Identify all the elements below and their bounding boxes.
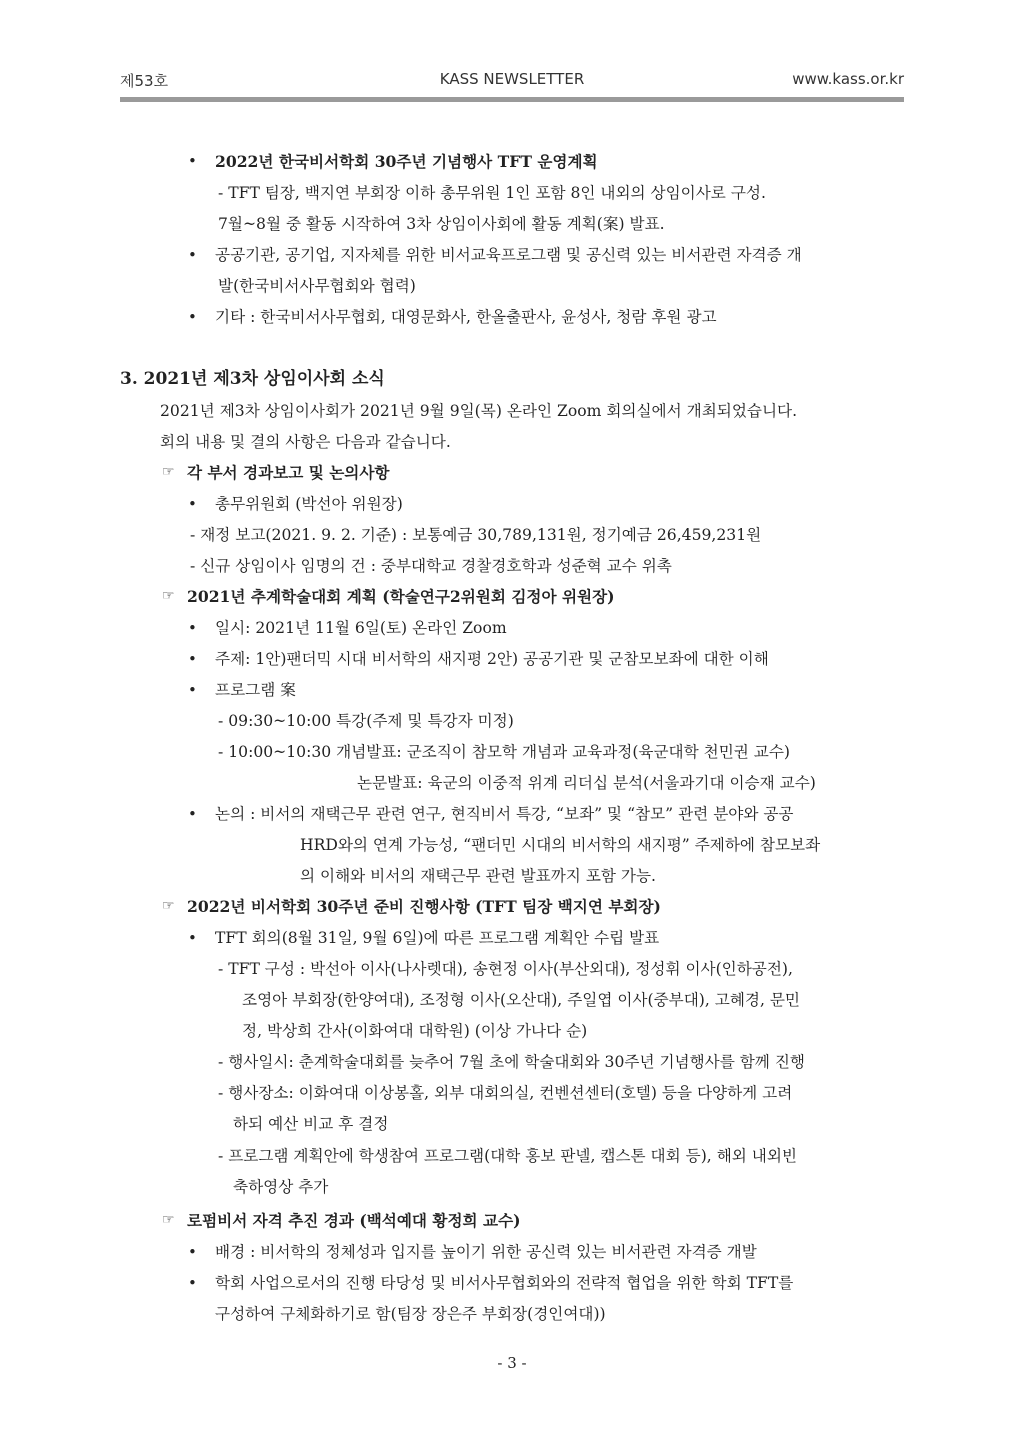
pointing-hand-icon: ☞ xyxy=(162,1212,175,1228)
tft-plan-title: 2022년 한국비서학회 30주년 기념행사 TFT 운영계획 xyxy=(215,152,598,171)
discussion-line-1: 논의 : 비서의 재택근무 관련 연구, 현직비서 특강, “보좌” 및 “참모” 관련 분야와 공공 xyxy=(215,805,794,823)
program-concept-presentation: - 10:00~10:30 개념발표: 군조직이 참모학 개념과 교육과정(육군대학 천민권 교수) xyxy=(218,743,791,761)
intro-line-2: 회의 내용 및 결의 사항은 다음과 같습니다. xyxy=(160,433,451,451)
tft-members-line-1: - TFT 구성 : 박선아 이사(나사렛대), 송현정 이사(부산외대), 정성휘 이사(인하공전), xyxy=(218,960,793,978)
program-special-lecture: - 09:30~10:00 특강(주제 및 특강자 미정) xyxy=(218,712,514,730)
tft-plan-detail-1: - TFT 팀장, 백지연 부회장 이하 총무위원 1인 포함 8인 내외의 상임이사로 구성. xyxy=(218,184,766,202)
bullet-marker: • xyxy=(188,681,197,699)
newsletter-title: KASS NEWSLETTER xyxy=(439,70,585,88)
page-header xyxy=(120,70,904,96)
event-date-item: - 행사일시: 춘계학술대회를 늦추어 7월 초에 학술대회와 30주년 기념행사를 함께 진행 xyxy=(218,1053,805,1071)
30th-anniversary-heading: 2022년 비서학회 30주년 준비 진행사항 (TFT 팀장 백지연 부회장) xyxy=(187,897,661,916)
tft-members-line-2: 조영아 부회장(한양여대), 조정형 이사(오산대), 주일엽 이사(중부대), 고혜경, 문민 xyxy=(242,991,800,1009)
pointing-hand-icon: ☞ xyxy=(162,898,175,914)
program-paper-presentation: 논문발표: 육군의 이중적 위계 리더십 분석(서울과기대 이승재 교수) xyxy=(357,774,816,792)
cert-tft-line-2: 구성하여 구체화하기로 함(팀장 장은주 부회장(경인여대)) xyxy=(215,1305,606,1323)
conference-theme: 주제: 1안)팬더믹 시대 비서학의 새지평 2안) 공공기관 및 군참모보좌에 대한 이해 xyxy=(215,650,769,668)
issue-number: 제53호 xyxy=(120,72,169,90)
bullet-marker: • xyxy=(188,495,197,513)
dept-report-heading: 각 부서 경과보고 및 논의사항 xyxy=(187,463,390,482)
bullet-marker: • xyxy=(188,152,197,170)
event-venue-line-1: - 행사장소: 이화여대 이상봉홀, 외부 대회의실, 컨벤션센터(호텔) 등을 다양하게 고려 xyxy=(218,1084,793,1102)
sponsors-line: 기타 : 한국비서사무협회, 대영문화사, 한올출판사, 윤성사, 청람 후원 광고 xyxy=(215,308,717,326)
program-addition-line-1: - 프로그램 계획안에 학생참여 프로그램(대학 홍보 판넬, 캡스톤 대회 등), 해외 내외빈 xyxy=(218,1147,797,1165)
bullet-marker: • xyxy=(188,805,197,823)
program-addition-line-2: 축하영상 추가 xyxy=(233,1178,329,1196)
new-director-appointment: - 신규 상임이사 임명의 건 : 중부대학교 경찰경호학과 성준혁 교수 위촉 xyxy=(190,557,672,575)
bullet-marker: • xyxy=(188,1243,197,1261)
pointing-hand-icon: ☞ xyxy=(162,588,175,604)
cert-background: 배경 : 비서학의 정체성과 입지를 높이기 위한 공신력 있는 비서관련 자격증 개발 xyxy=(215,1243,757,1261)
website-url: www.kass.or.kr xyxy=(792,70,904,88)
bullet-marker: • xyxy=(188,246,197,264)
cert-tft-line-1: 학회 사업으로서의 진행 타당성 및 비서사무협회와의 전략적 협업을 위한 학회 TFT를 xyxy=(215,1274,794,1292)
event-venue-line-2: 하되 예산 비교 후 결정 xyxy=(233,1115,389,1133)
header-rule xyxy=(120,97,904,102)
tft-plan-detail-2: 7월~8월 중 활동 시작하여 3차 상임이사회에 활동 계획(案) 발표. xyxy=(218,215,665,233)
bullet-marker: • xyxy=(188,929,197,947)
tft-meeting-item: TFT 회의(8월 31일, 9월 6일)에 따른 프로그램 계획안 수립 발표 xyxy=(215,929,660,947)
finance-report: - 재정 보고(2021. 9. 2. 기준) : 보통예금 30,789,131원, 정기예금 26,459,231원 xyxy=(190,526,762,544)
general-affairs-item: 총무위원회 (박선아 위원장) xyxy=(215,495,403,513)
law-firm-cert-heading: 로펌비서 자격 추진 경과 (백석예대 황정희 교수) xyxy=(187,1211,521,1230)
fall-conference-heading: 2021년 추계학술대회 계획 (학술연구2위원회 김정아 위원장) xyxy=(187,587,615,606)
pointing-hand-icon: ☞ xyxy=(162,464,175,480)
tft-members-line-3: 정, 박상희 간사(이화여대 대학원) (이상 가나다 순) xyxy=(242,1022,588,1040)
bullet-marker: • xyxy=(188,619,197,637)
intro-line-1: 2021년 제3차 상임이사회가 2021년 9월 9일(목) 온라인 Zoom 회의실에서 개최되었습니다. xyxy=(160,402,798,420)
program-plan-label: 프로그램 案 xyxy=(215,681,296,699)
discussion-line-2: HRD와의 연계 가능성, “팬더민 시대의 비서학의 새지평” 주제하에 참모보좌 xyxy=(300,836,821,854)
bullet-marker: • xyxy=(188,650,197,668)
page-number: - 3 - xyxy=(497,1354,527,1372)
cert-program-line-1: 공공기관, 공기업, 지자체를 위한 비서교육프로그램 및 공신력 있는 비서관련 자격증 개 xyxy=(215,246,802,264)
discussion-line-3: 의 이해와 비서의 재택근무 관련 발표까지 포함 가능. xyxy=(300,867,656,885)
bullet-marker: • xyxy=(188,308,197,326)
cert-program-line-2: 발(한국비서사무협회와 협력) xyxy=(218,277,416,295)
section-3-heading: 3. 2021년 제3차 상임이사회 소식 xyxy=(120,369,385,389)
bullet-marker: • xyxy=(188,1274,197,1292)
conference-date: 일시: 2021년 11월 6일(토) 온라인 Zoom xyxy=(215,619,507,637)
